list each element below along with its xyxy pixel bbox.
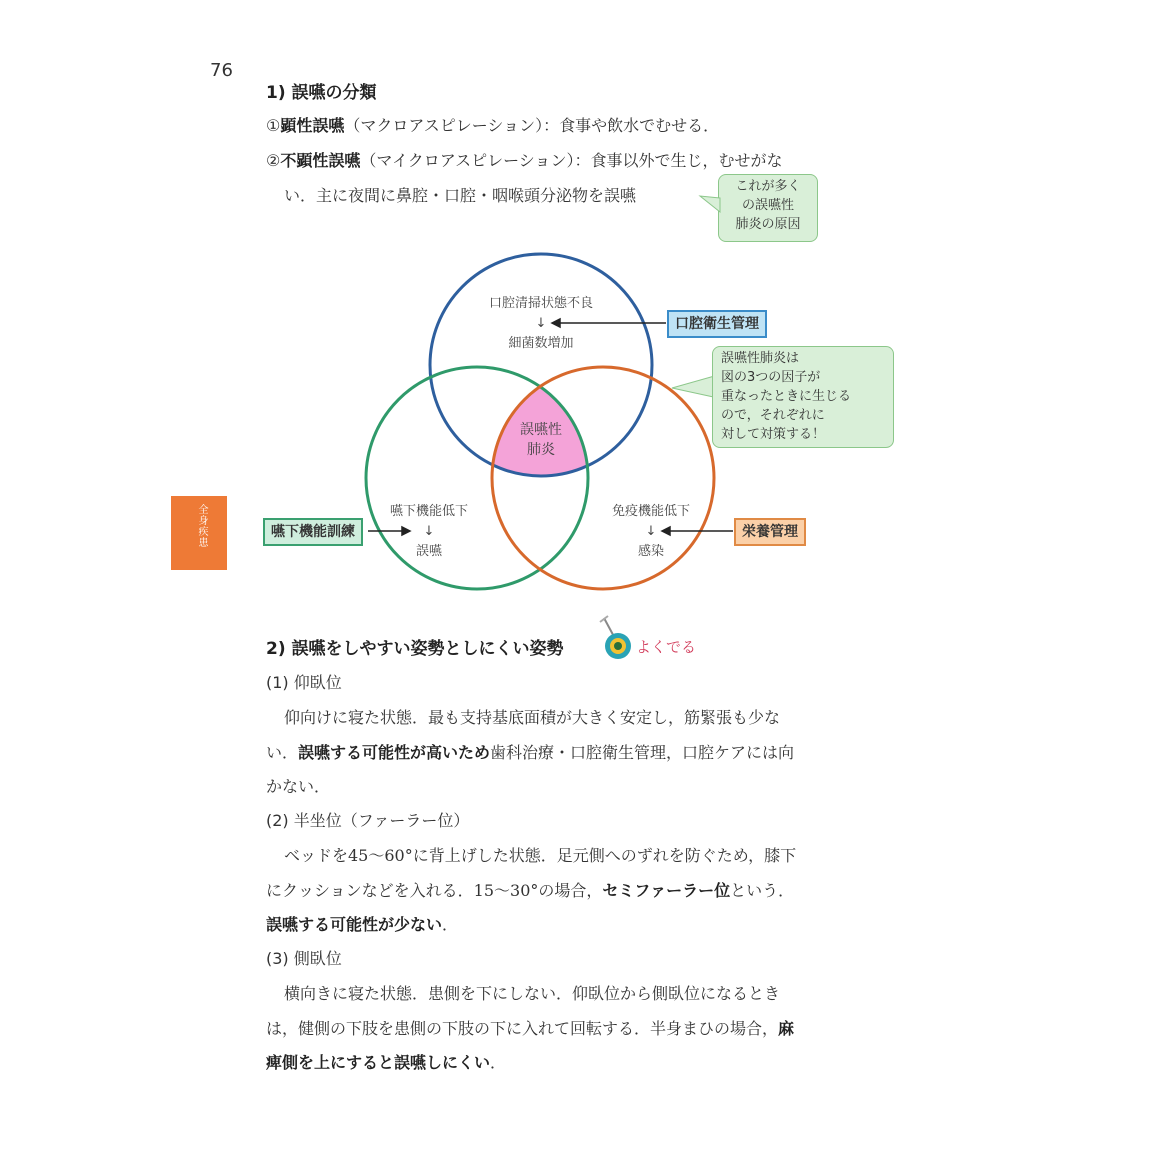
callout-venn-line: 図の3つの因子が <box>721 370 821 385</box>
left-circle-line2: 誤嚥 <box>415 544 442 559</box>
right-circle-line1: 免疫機能低下 <box>611 504 690 519</box>
right-circle-text <box>594 502 708 562</box>
center-line1: 誤嚥性 <box>520 422 562 438</box>
callout-venn-line: ので，それぞれに <box>721 408 825 423</box>
posture2-emphasis: セミファーラー位 <box>602 881 731 900</box>
posture3-emphasis: 痺側を上にすると誤嚥しにくい <box>266 1053 491 1072</box>
posture1-line3: かない． <box>266 777 331 796</box>
item2-prefix: ② <box>266 151 281 170</box>
target-icon <box>596 612 636 664</box>
posture1-line1: 仰向けに寝た状態．最も支持基底面積が大きく安定し，筋緊張も少な <box>284 708 781 727</box>
posture2-line2 <box>266 878 794 901</box>
page-number: 76 <box>210 60 233 81</box>
item1-term: 顕性誤嚥 <box>280 116 345 135</box>
posture1-line2b: 歯科治療・口腔衛生管理，口腔ケアには向 <box>490 743 795 762</box>
callout-cause-pointer <box>700 196 720 212</box>
callout-venn-line: 対して対策する！ <box>721 427 826 442</box>
center-line2: 肺炎 <box>527 442 555 458</box>
posture3-line3 <box>266 1050 506 1073</box>
item1-prefix: ① <box>266 116 281 135</box>
callout-cause-line: これが多く <box>735 179 801 194</box>
posture3-line2 <box>266 1016 794 1039</box>
posture3-line1: 横向きに寝た状態．患側を下にしない．仰臥位から側臥位になるとき <box>284 984 781 1003</box>
item2-continued: い．主に夜間に鼻腔・口腔・咽喉頭分泌物を誤嚥 <box>284 186 637 205</box>
callout-cause-line: 肺炎の原因 <box>735 217 801 232</box>
posture2-line1: ベッドを45～60°に背上げした状態．足元側へのずれを防ぐため，膝下 <box>284 846 797 865</box>
callout-venn-line: 重なったときに生じる <box>721 389 852 404</box>
left-circle-line1: 嚥下機能低下 <box>389 504 468 519</box>
posture2-emphasis2: 誤嚥する可能性が少ない <box>266 915 443 934</box>
posture3-emphasis-start: 麻 <box>778 1019 795 1038</box>
posture1-title: (1) 仰臥位 <box>266 673 342 692</box>
label-nutrition: 栄養管理 <box>734 518 806 546</box>
item2-term: 不顕性誤嚥 <box>280 151 361 170</box>
callout-cause-line: の誤嚥性 <box>741 198 794 213</box>
item1-text: （マクロアスピレーション）：食事や飲水でむせる． <box>344 116 720 135</box>
section1-heading: 1) 誤嚥の分類 <box>266 83 377 103</box>
posture3-title: (3) 側臥位 <box>266 949 342 968</box>
posture3-line3b: ． <box>490 1053 507 1072</box>
posture3-line2a: は，健側の下肢を患側の下肢の下に入れて回転する．半身まひの場合， <box>266 1019 779 1038</box>
item2-text: （マイクロアスピレーション）：食事以外で生じ，むせがな <box>360 151 783 170</box>
label-oral-care: 口腔衛生管理 <box>667 310 767 338</box>
callout-venn <box>712 346 894 448</box>
left-circle-arrow: ↓ <box>423 524 435 539</box>
top-circle-line1: 口腔清掃状態不良 <box>488 296 593 311</box>
right-circle-arrow: ↓ <box>645 524 657 539</box>
top-circle-text <box>470 294 612 354</box>
callout-venn-line: 誤嚥性肺炎は <box>721 351 800 366</box>
posture1-line2a: い． <box>266 743 299 762</box>
posture2-line2b: という． <box>730 881 795 900</box>
section2-heading: 2) 誤嚥をしやすい姿勢としにくい姿勢 <box>266 639 564 659</box>
center-text <box>506 420 576 460</box>
posture2-line3b: ． <box>442 915 459 934</box>
side-tab-label: 全身疾患 <box>196 504 207 548</box>
posture1-line2 <box>266 740 794 763</box>
top-circle-line2: 細菌数増加 <box>508 336 574 351</box>
posture2-line2a: にクッションなどを入れる．15～30°の場合， <box>266 881 603 900</box>
right-circle-line2: 感染 <box>637 544 664 559</box>
left-circle-text <box>372 502 486 562</box>
posture1-emphasis: 誤嚥する可能性が高いため <box>298 743 491 762</box>
top-circle-arrow: ↓ <box>535 316 547 331</box>
label-swallow-training: 嚥下機能訓練 <box>263 518 363 546</box>
posture2-line3 <box>266 912 458 935</box>
posture2-title: (2) 半坐位（ファーラー位） <box>266 811 470 830</box>
frequent-badge: よくでる <box>636 638 697 656</box>
